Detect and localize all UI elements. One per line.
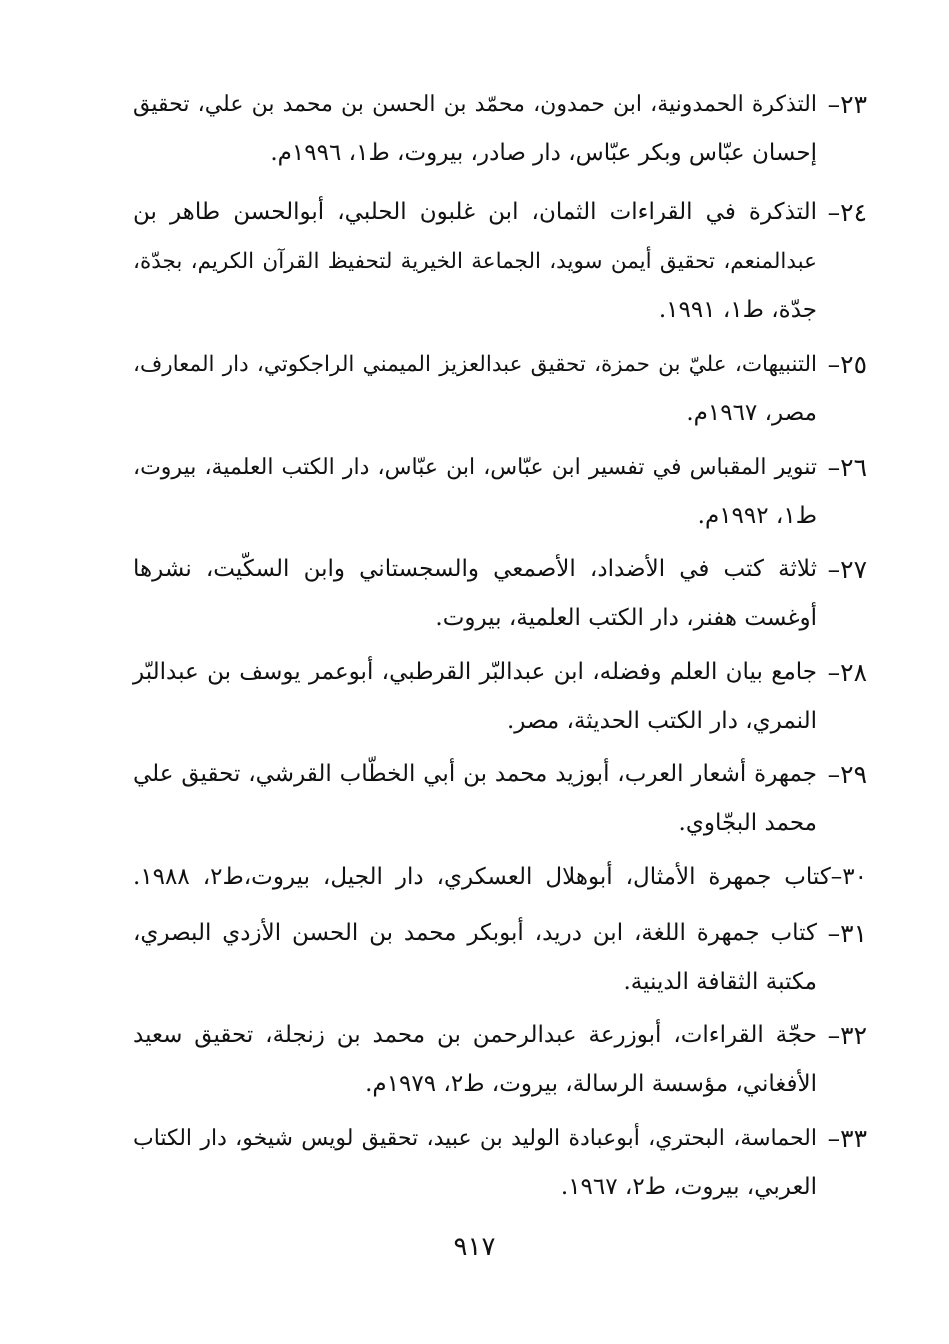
entry-line: إحسان عبّاس وبكر عبّاس، دار صادر، بيروت، ط١، ١٩٩٦م. [270,140,817,166]
entry-line: جدّة، ط١، ١٩٩١. [658,297,817,323]
bibliography-entry-30 [133,853,867,902]
entry-number: ٣٢– [827,1021,867,1050]
entry-line: التنبيهات، عليّ بن حمزة، تحقيق عبدالعزيز الميمني الراجكوتي، دار المعارف، [133,352,817,377]
entry-line: تنوير المقباس في تفسير ابن عبّاس، ابن عبّاس، دار الكتب العلمية، بيروت، [133,455,817,480]
entry-line: كتاب جمهرة اللغة، ابن دريد، أبوبكر محمد بن الحسن الأزدي البصري، [133,920,817,946]
bibliography-entry-31 [133,909,867,1007]
entry-number: ٣١– [827,919,867,948]
entry-number: ٢٩– [827,760,867,789]
bibliography-entry-29 [133,750,867,848]
entry-line: مكتبة الثقافة الدينية. [623,969,817,995]
entry-number: ٢٣– [827,90,867,119]
entry-line: العربي، بيروت، ط٢، ١٩٦٧. [560,1174,817,1200]
entry-line: حجّة القراءات، أبوزرعة عبدالرحمن بن محمد بن زنجلة، تحقيق سعيد [133,1022,817,1048]
entry-number: ٢٤– [827,198,867,227]
entry-line: ٣٠–كتاب جمهرة الأمثال، أبوهلال العسكري، دار الجيل، بيروت،ط٢، ١٩٨٨. [133,864,868,890]
bibliography-entry-27 [133,545,867,643]
entry-line: جامع بيان العلم وفضله، ابن عبدالبّر القرطبي، أبوعمر يوسف بن عبدالبّر [133,659,817,685]
entry-line: التذكرة الحمدونية، ابن حمدون، محمّد بن الحسن بن محمد بن علي، تحقيق [133,92,817,117]
entry-line: عبدالمنعم، تحقيق أيمن سويد، الجماعة الخيرية لتحفيظ القرآن الكريم، بجدّة، [133,249,817,274]
entry-line: الأفغاني، مؤسسة الرسالة، بيروت، ط٢، ١٩٧٩م. [365,1071,817,1097]
entry-line: جمهرة أشعار العرب، أبوزيد محمد بن أبي الخطّاب القرشي، تحقيق علي [133,761,817,787]
bibliography-entry-25 [133,340,867,438]
entry-line: النمري، دار الكتب الحديثة، مصر. [506,708,817,734]
bibliography-entry-33 [133,1114,867,1212]
entry-line: التذكرة في القراءات الثمان، ابن غلبون الحلبي، أبوالحسن طاهر بن [133,199,817,225]
bibliography-entry-28 [133,648,867,746]
entry-line: مصر، ١٩٦٧م. [686,400,817,426]
entry-number: ٢٥– [827,350,867,379]
entry-line: الحماسة، البحتري، أبوعبادة الوليد بن عبيد، تحقيق لويس شيخو، دار الكتاب [133,1126,817,1151]
entry-line: ثلاثة كتب في الأضداد، الأصمعي والسجستاني وابن السكّيت، نشرها [133,556,817,582]
entry-line: ط١، ١٩٩٢م. [697,503,817,529]
entry-line: محمد البجّاوي. [678,810,817,836]
bibliography-entry-24 [133,188,867,335]
bibliography-entry-32 [133,1011,867,1109]
bibliography-entry-26 [133,443,867,541]
entry-number: ٢٦– [827,453,867,482]
page-number: ٩١٧ [453,1232,496,1262]
entry-number: ٣٣– [827,1124,867,1153]
entry-number: ٢٨– [827,658,867,687]
entry-line: أوغست هفنر، دار الكتب العلمية، بيروت. [435,605,817,631]
bibliography-entry-23 [133,80,867,178]
entry-number: ٢٧– [827,555,867,584]
